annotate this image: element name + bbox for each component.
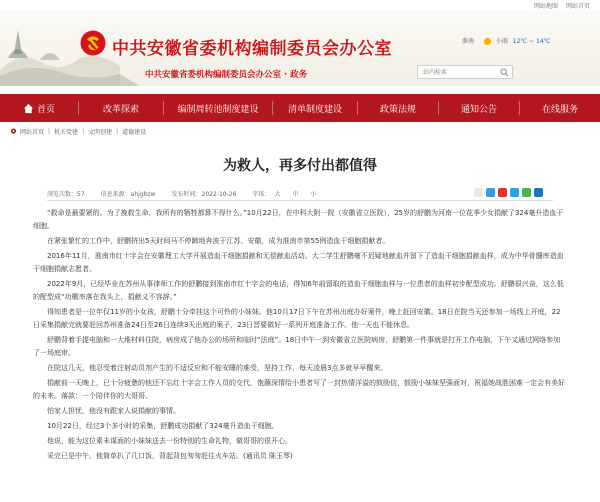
site-subtitle: 中共安徽省委机构编制委员会办公室 · 政务: [145, 70, 308, 80]
home-icon: [23, 103, 34, 114]
article-paragraph: 在紧张繁忙的工作中，舒鹏挤出5天时间马不停蹄地奔波于江苏、安徽，成为淮南市第55例造血干细胞捐献者。: [47, 237, 390, 245]
nav-item-notices[interactable]: 通知公告: [460, 104, 497, 115]
breadcrumb-separator: |: [48, 127, 51, 135]
breadcrumb-home[interactable]: 网站首页: [20, 128, 45, 136]
views-label: 浏览次数：: [47, 190, 78, 198]
font-size-options: [274, 189, 326, 198]
article-paragraph: 捐献前一天晚上，已十分疲惫的他还不忘红十字会工作人员的交代，饱蘸深情给小患者写了一封热情洋溢的鼓励信，鼓励小妹妹坚强面对，祝福她战胜困难一定会有美好的未来。落款：一个陪伴你的大哥哥。: [33, 379, 565, 400]
article-paragraph: 得知患者是一位年仅11岁的小女孩，舒鹏十分牵挂这个可怜的小妹妹。他10月17日下午在苏州出庭办好案件，晚上赶回安徽。18日在院当天还参加一场线上开庭，22日采集捐献完就要赶回苏州准备24日至26日连续3天出庭的案子，23日晋要做好一系列开庭准备工作。他一天也不能休息。: [33, 308, 561, 329]
font-size-small[interactable]: 小: [310, 190, 317, 198]
nav-item-online-service[interactable]: 在线服务: [541, 104, 578, 115]
article-paragraph: 10月22日，经过3个多小时的采集，舒鹏成功捐献了324毫升造血干细胞。: [47, 422, 279, 430]
date-label: 发布时间：: [171, 190, 202, 198]
homepage-link[interactable]: 网站首页: [565, 3, 590, 10]
date-value: 2022-10-26: [201, 190, 237, 198]
article-paragraph: 在院这几天，他忍受着注射动员剂产生的不适反应和不能安睡的难受，坚持工作，每天凌晨3点多就早早醒来。: [47, 364, 388, 372]
article-meta: [47, 188, 553, 198]
nav-item-staffing-pool[interactable]: 编制周转池制度建设: [177, 104, 259, 115]
main-nav: [0, 94, 600, 122]
weather-widget: [462, 36, 550, 45]
breadcrumb-separator: |: [82, 127, 85, 135]
share-qzone-icon[interactable]: [486, 188, 495, 197]
breadcrumb-separator: |: [116, 127, 119, 135]
nav-item-label: 首页: [36, 104, 55, 115]
share-buttons: [474, 188, 543, 197]
share-tencent-icon[interactable]: [510, 188, 519, 197]
utility-links: [528, 1, 590, 10]
breadcrumb-civilization[interactable]: 文明创建: [88, 128, 113, 136]
source-meta: [101, 189, 156, 198]
weather-city: 淮南: [462, 38, 475, 45]
article-title: 为救人，再多付出都值得: [223, 158, 377, 174]
article-paragraph: 采完已是中午。他简单扒了几口饭，背起背包匆匆赶往火车站。(通讯员 陈玉琴): [47, 452, 293, 460]
font-size-large[interactable]: 大: [274, 190, 281, 198]
nav-item-list-system[interactable]: 清单制度建设: [287, 104, 342, 115]
article-paragraph: 舒鹏背着手提电脑和一大堆材料住院，病房成了他办公的场所和临时“法庭”。18日中午一到安徽省立医院病房，舒鹏第一件事就是打开工作电脑，下午又通过网络参加了一场庭审。: [33, 336, 561, 357]
share-weibo-icon[interactable]: [498, 188, 507, 197]
font-size-label: 字体：: [252, 190, 271, 198]
party-emblem-icon: [80, 30, 106, 56]
nav-item-policies[interactable]: 政策法规: [379, 104, 416, 115]
source-label: 信息来源：: [100, 190, 131, 198]
share-renren-icon[interactable]: [534, 188, 543, 197]
breadcrumb: [10, 126, 146, 136]
views-meta: [47, 189, 85, 198]
article-paragraph: 2016年11月，淮南市红十字会在安徽理工大学开展造血干细胞捐献和无偿献血活动。大二学生舒鹏毫不迟疑地献血并留下了造血干细胞捐献血样，成为中华骨髓库造血干细胞捐献志愿者。: [33, 252, 564, 273]
search-icon[interactable]: [500, 68, 509, 77]
meta-divider: [47, 200, 553, 201]
article-paragraph: “救命是最要紧的。为了挽救生命，我所有的牺牲都算不得什么。”10月22日，在中科大附一院（安徽省立医院），25岁的舒鹏为河南一位花季少女捐献了324毫升造血干细胞。: [33, 209, 564, 230]
source-value: ahjgbzw: [130, 190, 156, 198]
breadcrumb-morality[interactable]: 道德建设: [122, 128, 147, 136]
font-size-medium[interactable]: 中: [292, 190, 299, 198]
location-pin-icon: [10, 128, 17, 135]
weather-condition: 小雨: [495, 38, 508, 45]
nav-item-reform[interactable]: 改革探索: [102, 104, 139, 115]
views-count: 57: [77, 190, 85, 198]
site-header: [0, 10, 600, 86]
article-paragraph: 怕家人担忧，他没有跟家人说捐献的事情。: [47, 407, 180, 415]
site-title: 中共安徽省委机构编制委员会办公室: [112, 39, 392, 59]
weather-temp: 12℃ ~ 14℃: [512, 38, 551, 45]
nav-item-home[interactable]: [0, 94, 78, 122]
search-box: [417, 65, 513, 79]
weather-sun-icon: [484, 38, 491, 45]
article-paragraph: 2022年9月，已经毕业在苏州从事律师工作的舒鹏接到淮南市红十字会的电话，得知6年前留取的造血干细胞血样与一位患者的血样初步配型成功。舒鹏很兴奋，这么低的配型成“功概率落在我头上，捐献义不容辞。”: [33, 280, 564, 301]
breadcrumb-party[interactable]: 机关党建: [54, 128, 79, 136]
article-paragraph: 他说，能为这位素未谋面的小妹妹送去一份特别的生命礼物，做哥哥的很开心。: [47, 437, 292, 445]
share-more-icon[interactable]: [474, 188, 483, 197]
top-utility-bar: [0, 0, 600, 10]
share-wechat-icon[interactable]: [522, 188, 531, 197]
search-input[interactable]: [418, 66, 498, 78]
date-meta: [172, 189, 237, 198]
sitemap-link[interactable]: 网站地图: [534, 3, 559, 10]
article-content: [33, 207, 567, 465]
